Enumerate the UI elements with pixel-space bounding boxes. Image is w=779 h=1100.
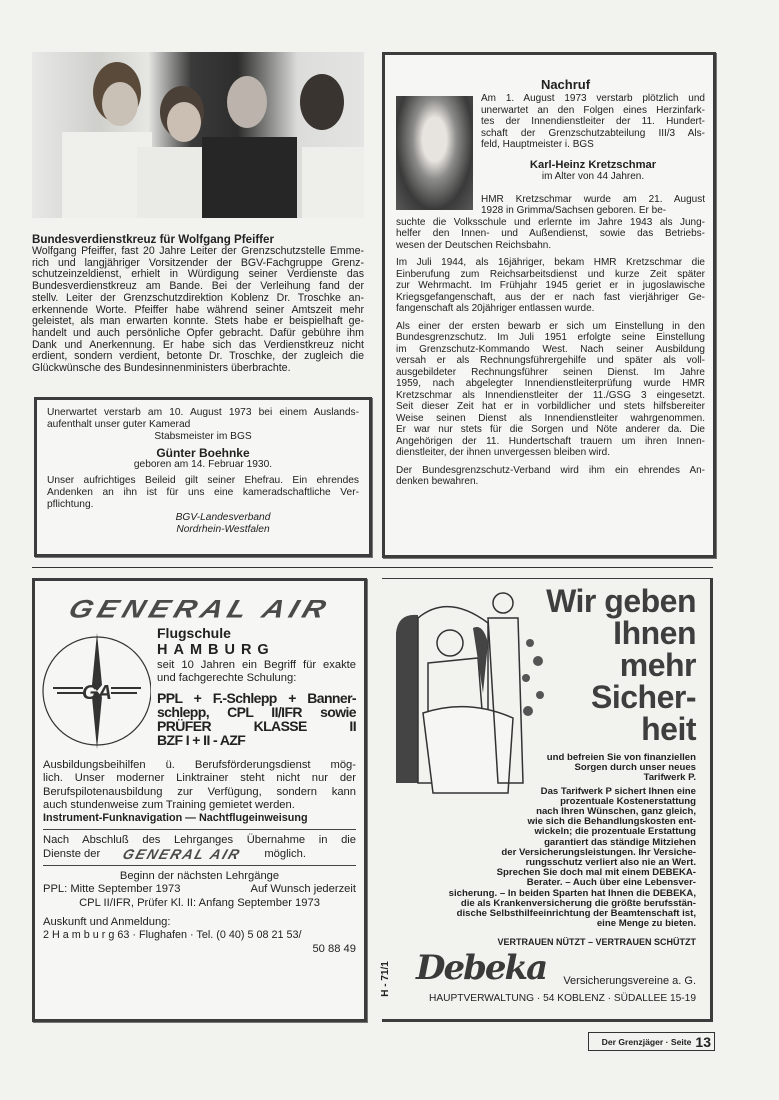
boehnke-obituary	[34, 397, 372, 557]
text-line: wesen der Deutschen Reichsbahn.	[396, 239, 552, 251]
ad-code: H - 71/1	[379, 961, 391, 997]
text-line: Weise seinen Dienst als Innendienstleiter wahrgenommen.	[396, 412, 705, 424]
takeover-pre: Dienste der	[43, 847, 101, 860]
text-line: der Versicherungsleistungen. Ihr Versiche-	[501, 846, 696, 858]
text-line: eine Menge zu bieten.	[596, 918, 696, 930]
obituary-rank: Stabsmeister im BGS	[154, 431, 252, 443]
article-headline: Bundesverdienstkreuz für Wolfgang Pfeiffer	[32, 233, 275, 246]
text-line: seit 10 Jahren ein Begriff für exakte	[157, 659, 356, 671]
text-line: ausgebildeter Rechnungsführer seinen Dienst. Im Jahre	[396, 366, 705, 378]
text-line: Glückwünsche des Bundesinnenministers überbrachte.	[32, 362, 291, 375]
text-line: geleistet, als man erwarten konnte. Stets habe er beispielhaft ge-	[32, 315, 364, 328]
text-line: schlepp, CPL II/IFR sowie	[157, 703, 356, 720]
obituary-signature-2: Nordrhein-Westfalen	[176, 523, 270, 535]
nachruf-war-years	[396, 257, 705, 315]
nachruf-closing	[396, 465, 705, 488]
text-line: aufenthalt unser guter Kamerad	[47, 419, 191, 431]
text-line: Seit dieser Zeit hat er in vorbildlicher und stets hilfsbereiter	[396, 401, 705, 412]
headline-line: Ihnen	[613, 615, 696, 651]
text-line: Kretzschmar als Innendienstleiter der 11./GSG 3 eingesetzt.	[396, 389, 705, 401]
text-line: rungsschutz verliert also nie an Wert.	[525, 857, 696, 869]
text-line: Das Tarifwerk P sichert Ihnen eine	[540, 785, 696, 797]
ad-divider	[43, 865, 356, 866]
nachruf-bio-start	[481, 194, 705, 217]
text-line: wickeln; die prozentuale Erstattung	[534, 826, 696, 838]
next-courses-title: Beginn der nächsten Lehrgänge	[119, 870, 280, 883]
text-line: lich. Unser moderner Linktrainer steht nicht nur der	[43, 772, 356, 785]
text-line: Kriegsgefangenschaft, aus der er nach fast vierjähriger Ge-	[396, 291, 705, 303]
text-line: Sorgen durch unser neues	[574, 762, 696, 774]
takeover-line: Nach Abschluß des Lehrganges Übernahme in die	[43, 834, 356, 847]
headline-line: Wir geben	[546, 583, 696, 619]
text-line: und fachgerechte Schulung:	[157, 672, 297, 685]
text-line: PRÜFER KLASSE II	[157, 717, 356, 734]
nachruf-intro	[481, 93, 705, 151]
ga-emblem-letters: GA	[82, 682, 112, 704]
text-line: und befreien Sie von finanziellen	[546, 752, 696, 763]
debeka-address: HAUPTVERWALTUNG · 54 KOBLENZ · SÜDALLEE 15-19	[428, 993, 696, 1004]
text-line: denken bewahren.	[396, 476, 479, 487]
text-line: handelt und auch persönliche Opfer gebracht. Dafür gebühre ihm	[32, 326, 364, 339]
school-tagline	[157, 659, 356, 686]
general-air-ad	[32, 578, 367, 1022]
course-list	[157, 691, 356, 747]
text-line: 1928 in Grimma/Sachsen geboren. Er be-	[481, 205, 667, 216]
text-line: die als Krankenversicherung die größte berufsstän-	[460, 897, 696, 909]
text-line: Unerwartet verstarb am 10. August 1973 bei einem Auslands-	[47, 407, 359, 418]
school-city: HAMBURG	[157, 642, 275, 658]
text-line: 1959, nach abgelegter Innendienstleiterprüfung wurde HMR	[396, 378, 705, 389]
section-divider	[32, 567, 713, 568]
text-line: wie sich die Behandlungskosten ent-	[527, 816, 696, 828]
takeover-post: möglich.	[264, 847, 306, 860]
text-line: Unser aufrichtiges Beileid gilt seiner Ehefrau. Ein ehrendes	[47, 475, 359, 487]
debeka-logo: Debeka	[416, 948, 547, 988]
nachruf-title: Nachruf	[540, 77, 591, 92]
text-line: Im Juli 1944, als 16jähriger, bekam HMR Kretzschmar die	[396, 257, 705, 268]
nachruf-age: im Alter von 44 Jahren.	[541, 171, 645, 182]
award-ceremony-photo	[32, 52, 364, 218]
cpl-date: CPL II/IFR, Prüfer Kl. II: Anfang September 1973	[79, 896, 320, 909]
text-line: Dank und Anerkennung. Er habe sich das Verdienstkreuz nicht	[32, 338, 364, 351]
text-line: Sprechen Sie doch mal mit einem DEBEKA-	[496, 867, 696, 879]
text-line: suchte die Volksschule und erlernte im Jahre 1943 als Jung-	[396, 216, 705, 228]
text-line: stellv. Leiter der Grenzschutzdirektion Koblenz Dr. Troschke an-	[32, 291, 364, 304]
ad-divider	[43, 829, 356, 830]
text-line: PPL + F.-Schlepp + Banner-	[157, 689, 356, 706]
text-line: Angehörigen der 11. Hundertschaft trauern um ihren Innen-	[396, 435, 705, 447]
text-line: feld, Hauptmeister i. BGS	[481, 139, 594, 150]
debeka-ad	[379, 578, 713, 1022]
text-line: rich und langjähriger Vorsitzender der BGV-Fachgruppe Grenz-	[32, 256, 364, 269]
text-line: fangenschaft als 20jähriger entlassen wurde.	[396, 303, 595, 314]
obituary-condolence	[47, 475, 359, 512]
text-line: im Grenzschutz-Kommando West. Nach seiner Ausbildung	[396, 343, 705, 355]
ppl-row	[43, 883, 356, 896]
text-line: erkennende Worte. Pfeiffer habe während seiner Amtszeit mehr	[32, 303, 364, 316]
text-line: tes der Innendienstleiter der 11. Hundert-	[481, 116, 705, 127]
ppl-note: Auf Wunsch jederzeit	[250, 883, 356, 896]
text-line: Er war nur stets für die Sorgen und Nöte anderer da. Die	[396, 424, 705, 435]
contact-phone-2: 50 88 49	[312, 942, 356, 955]
text-line: Andenken an ihn ist für uns eine kameradschaftliche Ver-	[47, 487, 359, 499]
photo-figures	[32, 52, 364, 218]
page-number: 13	[695, 1033, 711, 1050]
text-line: Bundesgrenzschutz. Im Juli 1951 erfolgte seine Einstellung	[396, 332, 705, 343]
text-line: prozentuale Kostenerstattung	[560, 795, 696, 807]
ga-emblem-icon	[39, 629, 151, 749]
headline-line: heit	[641, 711, 696, 747]
text-line: Bundesverdienstkreuz am Bande. Bei der Verleihung fand der	[32, 280, 364, 293]
text-line: zur Wehrmacht. Im Frühjahr 1945 geriet er in jugoslawische	[396, 280, 705, 291]
text-line: versah er als Rechnungsführergehilfe und später als voll-	[396, 355, 705, 366]
publication-name: Der Grenzjäger · Seite	[601, 1036, 692, 1047]
school-label: Flugschule	[157, 625, 231, 641]
text-line: Einberufung zum Reichsarbeitsdienst und kurze Zeit später	[396, 268, 705, 280]
nachruf-name: Karl-Heinz Kretzschmar	[529, 158, 657, 171]
text-line: schutzeinzeldienst, erhielt in Würdigung seiner Verdienste das	[32, 268, 364, 281]
text-line: HMR Kretzschmar wurde am 21. August	[481, 193, 705, 205]
text-line: auch stundenweise zum Training gemietet werden.	[43, 798, 295, 811]
text-line: garantiert das ständige Mitziehen	[544, 836, 696, 848]
pfeiffer-article	[32, 233, 364, 375]
text-line: erdient, sondern verdient, betonte Dr. Troschke, der zugleich die	[32, 350, 364, 363]
debeka-company: Versicherungsvereine a. G.	[563, 975, 696, 987]
obituary-intro	[47, 407, 359, 431]
text-line: Als einer der ersten bewarb er sich um Einstellung in den	[396, 320, 705, 332]
ppl-date: PPL: Mitte September 1973	[43, 883, 181, 896]
nachruf-career	[396, 321, 705, 459]
ad-info	[43, 759, 356, 812]
text-line: schaft der Grenzschutzabteilung III/3 Als-	[481, 127, 705, 139]
obituary-signature-1: BGV-Landesverband	[175, 511, 271, 523]
text-line: Wolfgang Pfeiffer, fast 20 Jahre Leiter der Grenzschutzstelle Emme-	[32, 245, 364, 257]
text-line: Am 1. August 1973 verstarb plötzlich und	[481, 93, 705, 104]
page-footer	[588, 1032, 715, 1051]
debeka-slogan: VERTRAUEN NÜTZT – VERTRAUEN SCHÜTZT	[497, 937, 696, 947]
takeover-line-2	[43, 845, 356, 862]
text-line: Berater. – Auch über eine Lebensver-	[526, 877, 696, 889]
obituary-born: geboren am 14. Februar 1930.	[133, 458, 273, 470]
nachruf-box	[382, 52, 716, 558]
text-line: Der Bundesgrenzschutz-Verband wird ihm ein ehrendes An-	[396, 464, 705, 476]
text-line: sicherung. – In beiden Sparten hat Ihnen die DEBEKA,	[448, 887, 696, 899]
debeka-headline	[546, 585, 696, 745]
headline-line: mehr	[619, 647, 696, 683]
text-line: dische Selbsthilfeeinrichtung der Beamtenschaft ist,	[456, 908, 696, 920]
kretzschmar-portrait	[396, 96, 473, 210]
contact-address: 2 H a m b u r g 63 · Flughafen · Tel. (0 40) 5 08 21 53/	[43, 929, 302, 942]
debeka-body	[396, 787, 696, 930]
debeka-subline	[396, 753, 696, 784]
contact-title: Auskunft und Anmeldung:	[43, 915, 171, 928]
text-line: Berufspilotenausbildung zur Verfügung, sondern kann	[43, 785, 356, 798]
text-line: pflichtung.	[47, 499, 94, 511]
general-air-logo: GENERAL AIR	[65, 595, 335, 624]
ad-specials: Instrument-Funknavigation — Nachtflugeinweisung	[43, 812, 308, 825]
obituary-name: Günter Boehnke	[156, 445, 250, 460]
text-line: Tarifwerk P.	[643, 772, 696, 784]
text-line: nach Ihren Wünschen, ganz gleich,	[536, 806, 696, 818]
headline-line: Sicher-	[591, 679, 696, 715]
nachruf-bio	[396, 217, 705, 252]
text-line: dienstleiter, der ihnen unvergessen bleiben wird.	[396, 447, 611, 458]
text-line: helfer den Innen- und Außendienst, sowie das Betriebs-	[396, 228, 705, 239]
general-air-mini-logo: GENERAL AIR	[121, 845, 244, 862]
article-body	[32, 246, 364, 375]
text-line: BZF I + II - AZF	[157, 731, 246, 748]
debeka-copy	[396, 753, 696, 929]
text-line: unerwartet an den Folgen eines Herzinfark-	[481, 104, 705, 116]
text-line: Ausbildungsbeihilfen ü. Berufsförderungsdienst mög-	[43, 759, 356, 771]
